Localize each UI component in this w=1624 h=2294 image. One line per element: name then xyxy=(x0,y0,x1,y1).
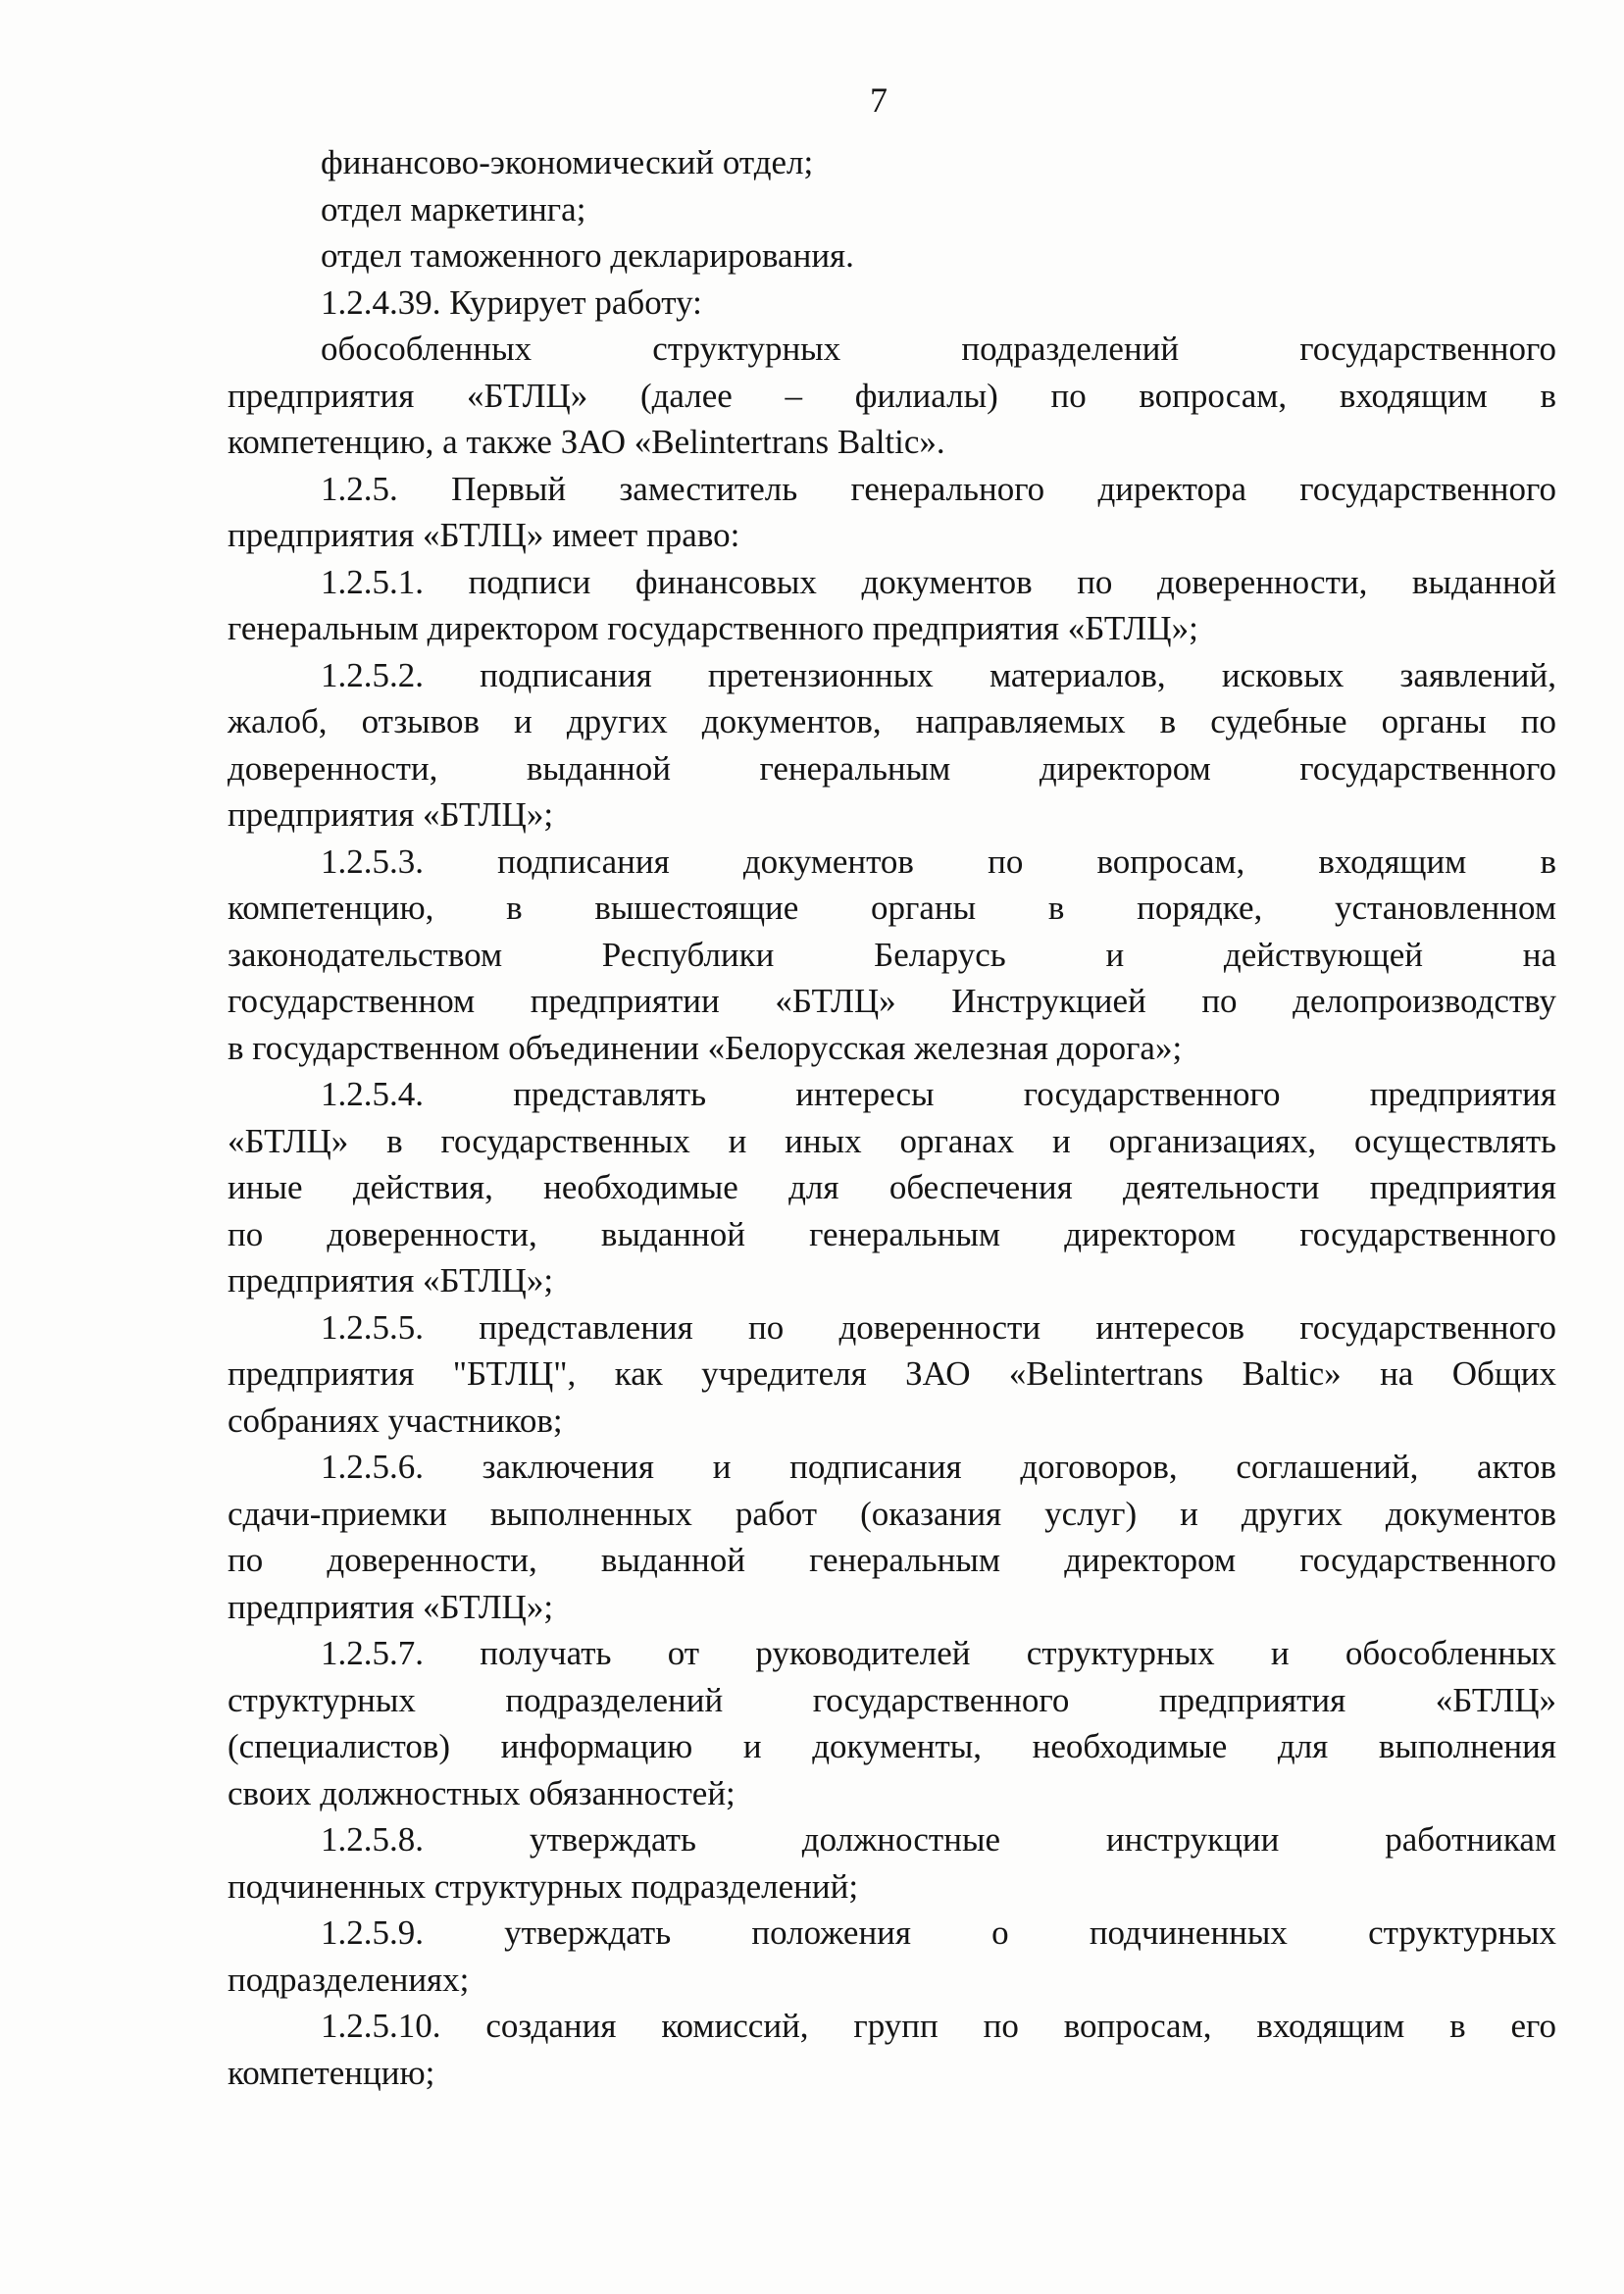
paragraph xyxy=(228,652,1556,839)
text-line: предприятия «БТЛЦ» имеет право: xyxy=(228,516,740,554)
text-line: 1.2.5.1. подписи финансовых документов по доверенности, выданной xyxy=(321,562,1556,601)
text-line: иные действия, необходимые для обеспечения деятельности предприятия xyxy=(228,1168,1556,1206)
paragraph xyxy=(228,1910,1556,2003)
text-line: государственном предприятии «БТЛЦ» Инструкцией по делопроизводству xyxy=(228,982,1556,1020)
page-number-row xyxy=(228,76,1556,124)
text-line: предприятия «БТЛЦ»; xyxy=(228,1587,554,1626)
page-number: 7 xyxy=(870,80,888,120)
text-line: компетенцию, в вышестоящие органы в порядке, установленном xyxy=(228,889,1556,927)
paragraph xyxy=(228,1444,1556,1630)
text-line: структурных подразделений государственного предприятия «БТЛЦ» xyxy=(228,1680,1556,1719)
text-line: предприятия «БТЛЦ»; xyxy=(228,1261,554,1300)
text-line: законодательством Республики Беларусь и действующей на xyxy=(228,935,1556,974)
text-line: финансово-экономический отдел; xyxy=(321,143,814,181)
text-line: предприятия «БТЛЦ» (далее – филиалы) по вопросам, входящим в xyxy=(228,376,1556,415)
text-line: 1.2.5.8. утверждать должностные инструкции работникам xyxy=(321,1820,1556,1859)
text-line: генеральным директором государственного предприятия «БТЛЦ»; xyxy=(228,609,1198,647)
paragraph xyxy=(228,139,1556,186)
text-line: по доверенности, выданной генеральным директором государственного xyxy=(228,1541,1556,1579)
paragraph xyxy=(228,280,1556,327)
text-line: 1.2.5.2. подписания претензионных материалов, исковых заявлений, xyxy=(321,655,1556,694)
paragraph xyxy=(228,186,1556,233)
paragraph xyxy=(228,559,1556,652)
text-line: жалоб, отзывов и других документов, направляемых в судебные органы по xyxy=(228,702,1556,740)
text-line: подразделениях; xyxy=(228,1960,470,1999)
text-line: предприятия "БТЛЦ", как учредителя ЗАО «Belintertrans Baltic» на Общих xyxy=(228,1354,1556,1393)
paragraph xyxy=(228,1630,1556,1816)
text-line: отдел маркетинга; xyxy=(321,189,586,229)
paragraph xyxy=(228,326,1556,466)
paragraph xyxy=(228,1071,1556,1304)
text-line: 1.2.5.7. получать от руководителей структурных и обособленных xyxy=(321,1634,1556,1672)
text-line: отдел таможенного декларирования. xyxy=(321,236,854,275)
text-line: (специалистов) информацию и документы, необходимые для выполнения xyxy=(228,1727,1556,1765)
text-line: сдачи-приемки выполненных работ (оказания услуг) и других документов xyxy=(228,1494,1556,1533)
text-line: 1.2.5.10. создания комиссий, групп по вопросам, входящим в его xyxy=(321,2007,1556,2045)
paragraph xyxy=(228,2003,1556,2096)
text-line: 1.2.5.3. подписания документов по вопросам, входящим в xyxy=(321,841,1556,881)
text-line: обособленных структурных подразделений государственного xyxy=(321,330,1556,368)
paragraph xyxy=(228,1304,1556,1445)
text-line: собраниях участников; xyxy=(228,1401,563,1440)
paragraph xyxy=(228,232,1556,280)
text-line: подчиненных структурных подразделений; xyxy=(228,1866,859,1906)
text-line: компетенцию, а также ЗАО «Belintertrans Baltic». xyxy=(228,423,945,461)
text-line: 1.2.5. Первый заместитель генерального директора государственного xyxy=(321,469,1556,508)
paragraph xyxy=(228,839,1556,1072)
text-line: 1.2.5.4. представлять интересы государственного предприятия xyxy=(321,1075,1556,1113)
paragraph xyxy=(228,466,1556,559)
text-line: «БТЛЦ» в государственных и иных органах и организациях, осуществлять xyxy=(228,1121,1556,1160)
text-line: по доверенности, выданной генеральным директором государственного xyxy=(228,1214,1556,1253)
text-line: компетенцию; xyxy=(228,2053,435,2092)
text-line: 1.2.4.39. Курирует работу: xyxy=(321,282,702,322)
text-line: 1.2.5.9. утверждать положения о подчиненных структурных xyxy=(321,1913,1556,1952)
text-line: 1.2.5.6. заключения и подписания договоров, соглашений, актов xyxy=(321,1448,1556,1486)
document-body xyxy=(228,139,1556,2096)
text-line: в государственном объединении «Белорусская железная дорога»; xyxy=(228,1028,1183,1067)
text-line: 1.2.5.5. представления по доверенности интересов государственного xyxy=(321,1307,1556,1347)
text-line: предприятия «БТЛЦ»; xyxy=(228,795,554,834)
text-line: доверенности, выданной генеральным директором государственного xyxy=(228,748,1556,788)
text-line: своих должностных обязанностей; xyxy=(228,1773,736,1812)
paragraph xyxy=(228,1816,1556,1910)
